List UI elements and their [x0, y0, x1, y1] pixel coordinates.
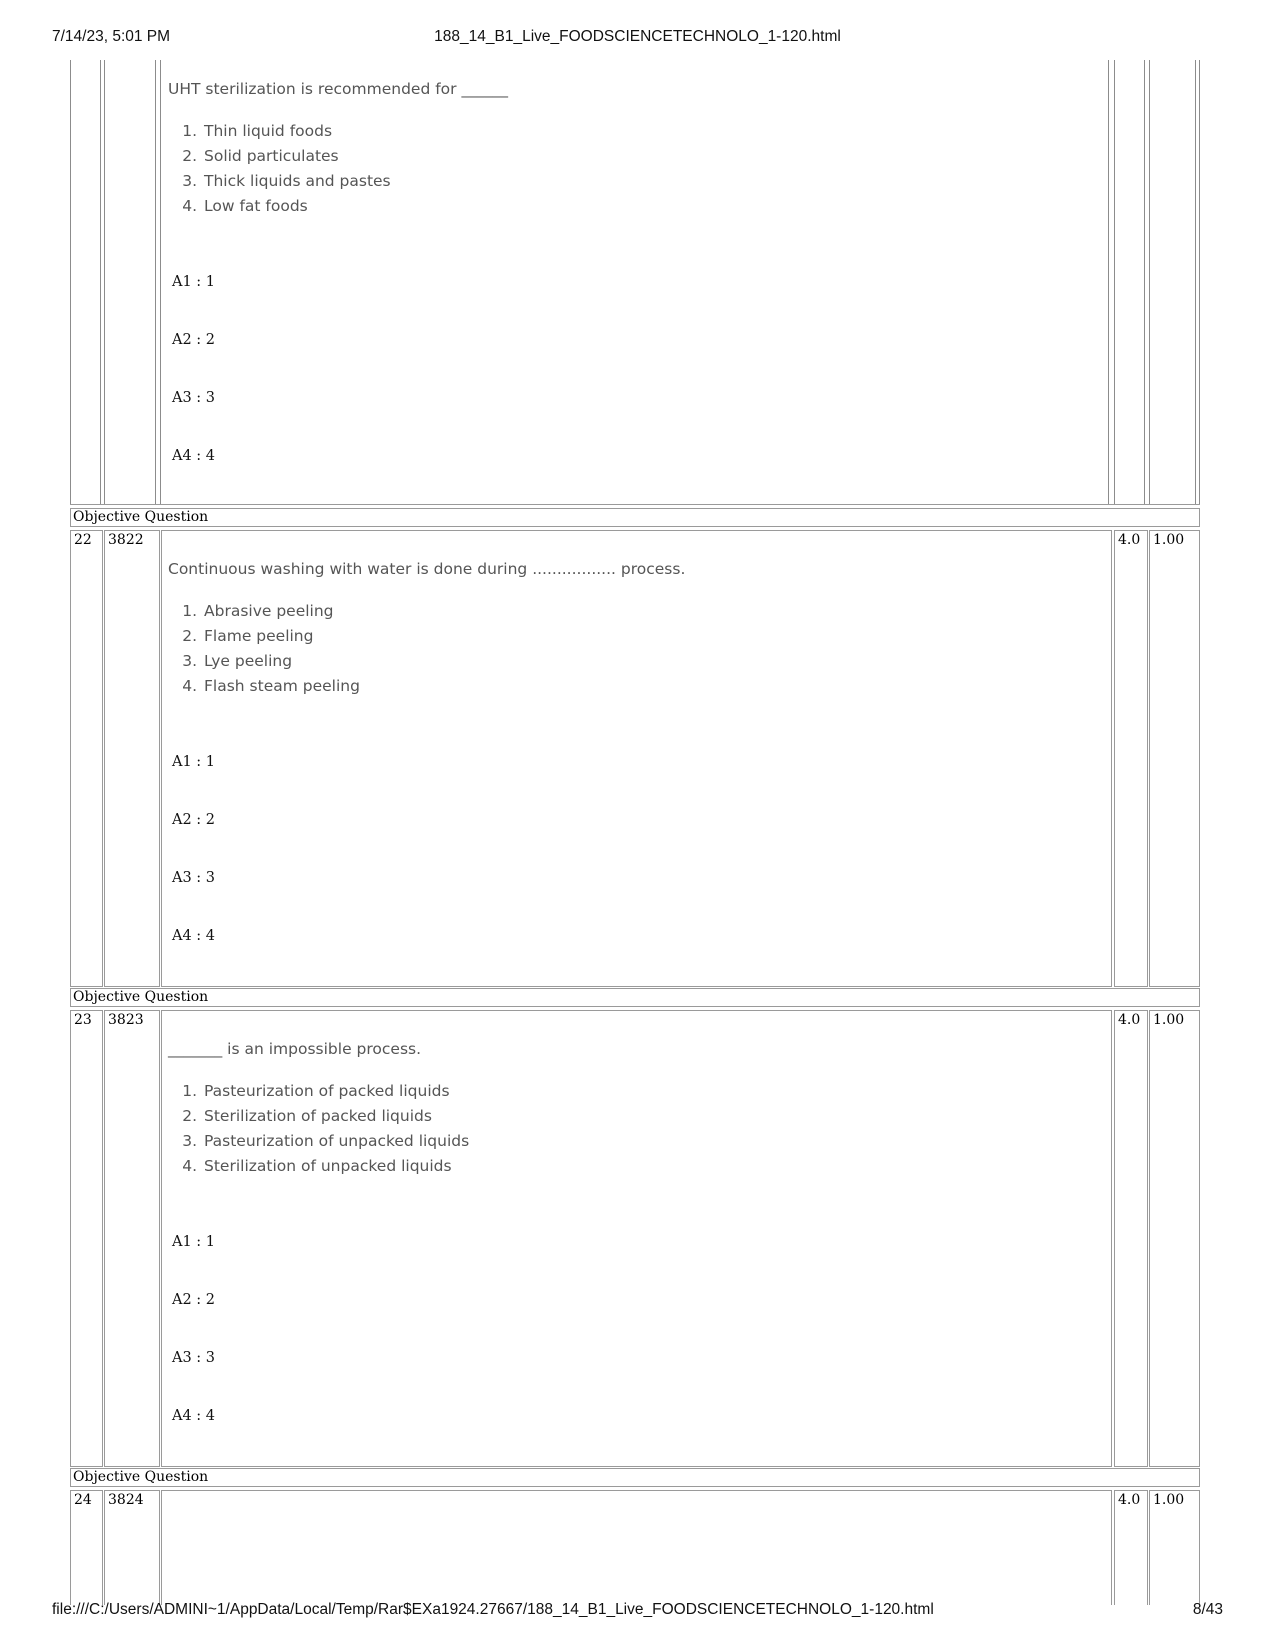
- question-negative-marks: 1.00: [1149, 530, 1200, 987]
- answer-line: A3 : 3: [172, 390, 216, 406]
- answer-line: A3 : 3: [172, 870, 216, 886]
- section-label: Objective Question: [70, 988, 1200, 1007]
- section-label: Objective Question: [70, 1468, 1200, 1487]
- option-list: [168, 119, 391, 219]
- question-marks: 4.0: [1114, 1010, 1148, 1467]
- question-id: 3823: [104, 1010, 160, 1467]
- section-label: Objective Question: [70, 508, 1200, 527]
- option-item: 1. Pasteurization of packed liquids: [202, 1079, 469, 1104]
- question-serial: 24: [70, 1490, 103, 1605]
- question-stem: Continuous washing with water is done during ................. process.: [168, 560, 686, 578]
- option-item: 4. Low fat foods: [202, 194, 391, 219]
- question-id: 3822: [104, 530, 160, 987]
- print-footer: [0, 1601, 1275, 1623]
- question-stem: UHT sterilization is recommended for ______: [168, 80, 508, 98]
- answer-line: A1 : 1: [172, 754, 216, 770]
- option-item: 2. Sterilization of packed liquids: [202, 1104, 469, 1129]
- question-body: [161, 1490, 1112, 1605]
- answer-line: A1 : 1: [172, 1234, 216, 1250]
- question-stem: _______ is an impossible process.: [168, 1040, 422, 1058]
- question-id: 3824: [104, 1490, 160, 1605]
- option-item: 3. Lye peeling: [202, 649, 360, 674]
- answer-line: A1 : 1: [172, 274, 216, 290]
- option-item: 3. Thick liquids and pastes: [202, 169, 391, 194]
- print-datetime: 7/14/23, 5:01 PM: [52, 28, 171, 45]
- answer-line: A4 : 4: [172, 928, 216, 944]
- print-header: [0, 28, 1275, 50]
- option-item: 2. Solid particulates: [202, 144, 391, 169]
- option-item: 2. Flame peeling: [202, 624, 360, 649]
- answer-line: A4 : 4: [172, 1408, 216, 1424]
- answer-line: A2 : 2: [172, 1292, 216, 1308]
- answer-line: A4 : 4: [172, 448, 216, 464]
- option-list: [168, 1079, 469, 1179]
- option-item: 4. Sterilization of unpacked liquids: [202, 1154, 469, 1179]
- answer-line: A3 : 3: [172, 1350, 216, 1366]
- print-file-path: file:///C:/Users/ADMINI~1/AppData/Local/Temp/Rar$EXa1924.27667/188_14_B1_Live_FOODSCIENCETECHNOLO_1-120.html: [52, 1601, 934, 1618]
- option-item: 1. Thin liquid foods: [202, 119, 391, 144]
- question-marks: 4.0: [1114, 1490, 1148, 1605]
- question-serial: 22: [70, 530, 103, 987]
- question-negative-marks: 1.00: [1149, 1010, 1200, 1467]
- question-serial: 23: [70, 1010, 103, 1467]
- answer-line: A2 : 2: [172, 332, 216, 348]
- option-item: 4. Flash steam peeling: [202, 674, 360, 699]
- print-page-number: 8/43: [1192, 1601, 1223, 1618]
- question-negative-marks: 1.00: [1149, 1490, 1200, 1605]
- answer-line: A2 : 2: [172, 812, 216, 828]
- print-doc-title: 188_14_B1_Live_FOODSCIENCETECHNOLO_1-120.html: [434, 28, 841, 45]
- option-list: [168, 599, 360, 699]
- option-item: 1. Abrasive peeling: [202, 599, 360, 624]
- option-item: 3. Pasteurization of unpacked liquids: [202, 1129, 469, 1154]
- question-marks: 4.0: [1114, 530, 1148, 987]
